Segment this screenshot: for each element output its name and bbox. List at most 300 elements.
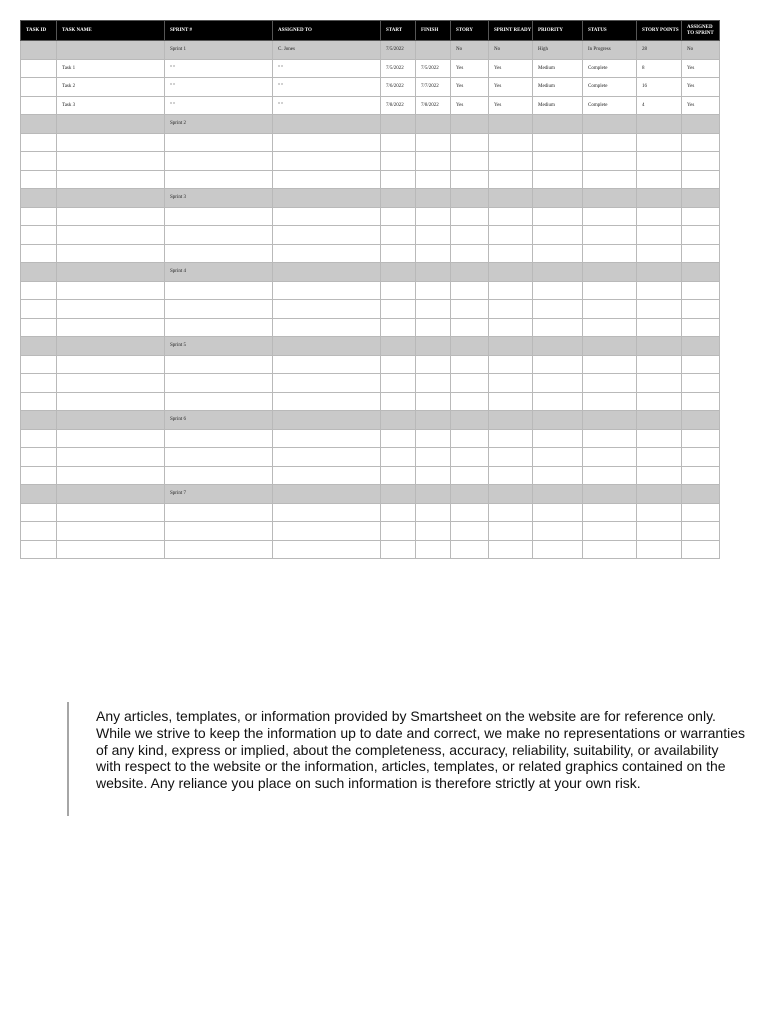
cell-story[interactable]: [451, 244, 489, 263]
cell-story[interactable]: Yes: [451, 78, 489, 97]
cell-priority[interactable]: [533, 115, 583, 134]
cell-start[interactable]: [381, 263, 416, 282]
cell-status[interactable]: [583, 540, 637, 559]
cell-task-id[interactable]: [21, 392, 57, 411]
cell-priority[interactable]: [533, 152, 583, 171]
cell-start[interactable]: [381, 337, 416, 356]
cell-priority[interactable]: [533, 448, 583, 467]
cell-assigned-to-sprint[interactable]: Yes: [682, 96, 720, 115]
cell-assigned-to[interactable]: C. Jones: [273, 41, 381, 60]
cell-assigned-to[interactable]: " ": [273, 96, 381, 115]
cell-finish[interactable]: [416, 244, 451, 263]
cell-story-points[interactable]: [637, 337, 682, 356]
cell-assigned-to-sprint[interactable]: No: [682, 41, 720, 60]
cell-assigned-to[interactable]: [273, 355, 381, 374]
cell-story[interactable]: No: [451, 41, 489, 60]
cell-priority[interactable]: [533, 503, 583, 522]
cell-priority[interactable]: [533, 189, 583, 208]
cell-finish[interactable]: [416, 466, 451, 485]
cell-priority[interactable]: [533, 374, 583, 393]
cell-sprint-ready[interactable]: [489, 374, 533, 393]
cell-task-id[interactable]: [21, 189, 57, 208]
cell-assigned-to[interactable]: [273, 429, 381, 448]
cell-status[interactable]: [583, 503, 637, 522]
cell-task-name[interactable]: [57, 540, 165, 559]
cell-priority[interactable]: [533, 281, 583, 300]
cell-status[interactable]: [583, 466, 637, 485]
cell-assigned-to[interactable]: [273, 189, 381, 208]
cell-task-name[interactable]: [57, 337, 165, 356]
cell-status[interactable]: Complete: [583, 78, 637, 97]
cell-task-id[interactable]: [21, 133, 57, 152]
cell-task-name[interactable]: [57, 466, 165, 485]
cell-sprint-number[interactable]: [165, 133, 273, 152]
cell-priority[interactable]: [533, 170, 583, 189]
cell-assigned-to-sprint[interactable]: [682, 263, 720, 282]
cell-start[interactable]: [381, 466, 416, 485]
cell-status[interactable]: [583, 115, 637, 134]
cell-sprint-number[interactable]: [165, 152, 273, 171]
cell-story-points[interactable]: [637, 522, 682, 541]
cell-start[interactable]: [381, 133, 416, 152]
cell-priority[interactable]: [533, 355, 583, 374]
cell-sprint-number[interactable]: Sprint 4: [165, 263, 273, 282]
cell-sprint-ready[interactable]: [489, 503, 533, 522]
cell-assigned-to-sprint[interactable]: [682, 152, 720, 171]
cell-task-name[interactable]: [57, 189, 165, 208]
cell-task-id[interactable]: [21, 411, 57, 430]
cell-sprint-ready[interactable]: Yes: [489, 78, 533, 97]
cell-sprint-number[interactable]: [165, 244, 273, 263]
cell-sprint-ready[interactable]: [489, 392, 533, 411]
cell-assigned-to[interactable]: [273, 281, 381, 300]
cell-priority[interactable]: Medium: [533, 96, 583, 115]
cell-status[interactable]: [583, 411, 637, 430]
cell-task-name[interactable]: [57, 263, 165, 282]
cell-sprint-ready[interactable]: [489, 115, 533, 134]
cell-assigned-to-sprint[interactable]: [682, 244, 720, 263]
cell-finish[interactable]: [416, 300, 451, 319]
cell-task-id[interactable]: [21, 115, 57, 134]
cell-story-points[interactable]: [637, 189, 682, 208]
cell-priority[interactable]: Medium: [533, 59, 583, 78]
cell-finish[interactable]: [416, 41, 451, 60]
cell-status[interactable]: In Progress: [583, 41, 637, 60]
cell-task-name[interactable]: [57, 429, 165, 448]
cell-story[interactable]: [451, 189, 489, 208]
cell-story-points[interactable]: [637, 466, 682, 485]
cell-assigned-to-sprint[interactable]: [682, 281, 720, 300]
cell-finish[interactable]: [416, 337, 451, 356]
cell-finish[interactable]: [416, 522, 451, 541]
cell-story-points[interactable]: [637, 540, 682, 559]
cell-story[interactable]: [451, 133, 489, 152]
cell-task-name[interactable]: [57, 411, 165, 430]
cell-assigned-to[interactable]: [273, 300, 381, 319]
cell-priority[interactable]: [533, 392, 583, 411]
cell-priority[interactable]: High: [533, 41, 583, 60]
cell-start[interactable]: [381, 115, 416, 134]
cell-priority[interactable]: [533, 263, 583, 282]
cell-priority[interactable]: [533, 337, 583, 356]
cell-story[interactable]: [451, 281, 489, 300]
cell-task-name[interactable]: [57, 170, 165, 189]
cell-assigned-to[interactable]: [273, 540, 381, 559]
cell-assigned-to-sprint[interactable]: [682, 374, 720, 393]
cell-priority[interactable]: [533, 244, 583, 263]
cell-finish[interactable]: [416, 170, 451, 189]
cell-task-id[interactable]: [21, 337, 57, 356]
cell-status[interactable]: [583, 355, 637, 374]
cell-story-points[interactable]: 28: [637, 41, 682, 60]
cell-priority[interactable]: [533, 226, 583, 245]
cell-story[interactable]: [451, 466, 489, 485]
cell-sprint-number[interactable]: [165, 281, 273, 300]
cell-story[interactable]: [451, 355, 489, 374]
cell-sprint-ready[interactable]: [489, 429, 533, 448]
cell-start[interactable]: 7/5/2022: [381, 59, 416, 78]
cell-sprint-ready[interactable]: [489, 300, 533, 319]
cell-start[interactable]: 7/6/2022: [381, 78, 416, 97]
cell-assigned-to[interactable]: [273, 448, 381, 467]
cell-assigned-to-sprint[interactable]: [682, 485, 720, 504]
cell-priority[interactable]: [533, 540, 583, 559]
cell-story[interactable]: [451, 429, 489, 448]
cell-story[interactable]: [451, 448, 489, 467]
cell-assigned-to-sprint[interactable]: [682, 503, 720, 522]
cell-story-points[interactable]: 16: [637, 78, 682, 97]
cell-assigned-to-sprint[interactable]: [682, 466, 720, 485]
cell-assigned-to[interactable]: [273, 244, 381, 263]
cell-finish[interactable]: [416, 411, 451, 430]
cell-story[interactable]: [451, 207, 489, 226]
cell-start[interactable]: [381, 374, 416, 393]
cell-sprint-number[interactable]: Sprint 7: [165, 485, 273, 504]
cell-task-name[interactable]: [57, 448, 165, 467]
cell-sprint-ready[interactable]: [489, 448, 533, 467]
cell-assigned-to-sprint[interactable]: [682, 522, 720, 541]
cell-sprint-number[interactable]: [165, 540, 273, 559]
cell-task-name[interactable]: [57, 355, 165, 374]
cell-story-points[interactable]: [637, 281, 682, 300]
cell-sprint-number[interactable]: Sprint 6: [165, 411, 273, 430]
cell-sprint-ready[interactable]: [489, 485, 533, 504]
cell-status[interactable]: [583, 207, 637, 226]
cell-story-points[interactable]: [637, 411, 682, 430]
cell-sprint-number[interactable]: [165, 448, 273, 467]
cell-assigned-to-sprint[interactable]: [682, 115, 720, 134]
cell-assigned-to[interactable]: [273, 152, 381, 171]
cell-task-name[interactable]: [57, 318, 165, 337]
cell-status[interactable]: [583, 152, 637, 171]
cell-status[interactable]: [583, 374, 637, 393]
cell-priority[interactable]: Medium: [533, 78, 583, 97]
cell-story[interactable]: [451, 226, 489, 245]
cell-sprint-number[interactable]: Sprint 3: [165, 189, 273, 208]
cell-start[interactable]: [381, 244, 416, 263]
cell-assigned-to-sprint[interactable]: [682, 429, 720, 448]
cell-priority[interactable]: [533, 411, 583, 430]
cell-start[interactable]: [381, 355, 416, 374]
cell-story-points[interactable]: [637, 503, 682, 522]
cell-assigned-to[interactable]: [273, 411, 381, 430]
cell-task-id[interactable]: [21, 522, 57, 541]
cell-story-points[interactable]: [637, 133, 682, 152]
cell-start[interactable]: [381, 503, 416, 522]
cell-status[interactable]: [583, 263, 637, 282]
cell-assigned-to[interactable]: [273, 337, 381, 356]
cell-assigned-to-sprint[interactable]: [682, 300, 720, 319]
cell-status[interactable]: [583, 448, 637, 467]
cell-priority[interactable]: [533, 318, 583, 337]
cell-finish[interactable]: [416, 392, 451, 411]
cell-sprint-number[interactable]: [165, 207, 273, 226]
cell-assigned-to[interactable]: " ": [273, 78, 381, 97]
cell-sprint-ready[interactable]: [489, 244, 533, 263]
cell-task-id[interactable]: [21, 244, 57, 263]
cell-sprint-ready[interactable]: [489, 411, 533, 430]
cell-story-points[interactable]: [637, 429, 682, 448]
cell-finish[interactable]: [416, 281, 451, 300]
cell-sprint-number[interactable]: Sprint 5: [165, 337, 273, 356]
cell-sprint-ready[interactable]: [489, 133, 533, 152]
cell-task-id[interactable]: [21, 466, 57, 485]
cell-task-id[interactable]: [21, 540, 57, 559]
cell-task-name[interactable]: [57, 392, 165, 411]
cell-start[interactable]: [381, 226, 416, 245]
cell-start[interactable]: 7/8/2022: [381, 96, 416, 115]
cell-story[interactable]: [451, 374, 489, 393]
cell-start[interactable]: [381, 170, 416, 189]
cell-task-name[interactable]: [57, 503, 165, 522]
cell-story-points[interactable]: 4: [637, 96, 682, 115]
cell-status[interactable]: [583, 522, 637, 541]
cell-sprint-ready[interactable]: [489, 318, 533, 337]
cell-sprint-ready[interactable]: [489, 540, 533, 559]
cell-sprint-number[interactable]: Sprint 1: [165, 41, 273, 60]
cell-finish[interactable]: [416, 503, 451, 522]
cell-assigned-to[interactable]: [273, 503, 381, 522]
cell-sprint-ready[interactable]: [489, 226, 533, 245]
cell-finish[interactable]: [416, 318, 451, 337]
cell-sprint-ready[interactable]: [489, 152, 533, 171]
cell-story-points[interactable]: [637, 300, 682, 319]
cell-finish[interactable]: [416, 355, 451, 374]
cell-finish[interactable]: [416, 226, 451, 245]
cell-story[interactable]: [451, 115, 489, 134]
cell-story-points[interactable]: [637, 244, 682, 263]
cell-status[interactable]: [583, 392, 637, 411]
cell-status[interactable]: [583, 226, 637, 245]
cell-assigned-to-sprint[interactable]: Yes: [682, 78, 720, 97]
cell-sprint-number[interactable]: [165, 355, 273, 374]
cell-task-name[interactable]: [57, 152, 165, 171]
cell-story-points[interactable]: [637, 355, 682, 374]
cell-priority[interactable]: [533, 133, 583, 152]
cell-task-name[interactable]: [57, 300, 165, 319]
cell-sprint-number[interactable]: [165, 392, 273, 411]
cell-start[interactable]: [381, 300, 416, 319]
cell-story-points[interactable]: [637, 207, 682, 226]
cell-finish[interactable]: [416, 152, 451, 171]
cell-finish[interactable]: [416, 429, 451, 448]
cell-status[interactable]: [583, 281, 637, 300]
cell-start[interactable]: [381, 485, 416, 504]
cell-story-points[interactable]: [637, 374, 682, 393]
cell-story[interactable]: [451, 392, 489, 411]
cell-status[interactable]: [583, 300, 637, 319]
cell-story[interactable]: [451, 300, 489, 319]
cell-finish[interactable]: [416, 115, 451, 134]
cell-story-points[interactable]: [637, 485, 682, 504]
cell-sprint-ready[interactable]: [489, 263, 533, 282]
cell-finish[interactable]: [416, 374, 451, 393]
cell-story-points[interactable]: [637, 152, 682, 171]
cell-start[interactable]: [381, 540, 416, 559]
cell-story-points[interactable]: [637, 170, 682, 189]
cell-task-name[interactable]: [57, 207, 165, 226]
cell-task-id[interactable]: [21, 152, 57, 171]
cell-story-points[interactable]: [637, 263, 682, 282]
cell-sprint-ready[interactable]: [489, 281, 533, 300]
cell-sprint-ready[interactable]: No: [489, 41, 533, 60]
cell-start[interactable]: [381, 189, 416, 208]
cell-story[interactable]: [451, 318, 489, 337]
cell-story-points[interactable]: [637, 392, 682, 411]
cell-status[interactable]: [583, 170, 637, 189]
cell-task-id[interactable]: [21, 78, 57, 97]
cell-status[interactable]: [583, 244, 637, 263]
cell-assigned-to-sprint[interactable]: [682, 392, 720, 411]
cell-assigned-to-sprint[interactable]: [682, 226, 720, 245]
cell-task-name[interactable]: [57, 244, 165, 263]
cell-sprint-number[interactable]: " ": [165, 96, 273, 115]
cell-story[interactable]: [451, 540, 489, 559]
cell-finish[interactable]: 7/8/2022: [416, 96, 451, 115]
cell-task-name[interactable]: [57, 281, 165, 300]
cell-story[interactable]: [451, 522, 489, 541]
cell-sprint-ready[interactable]: Yes: [489, 96, 533, 115]
cell-assigned-to-sprint[interactable]: [682, 540, 720, 559]
cell-sprint-number[interactable]: " ": [165, 59, 273, 78]
cell-sprint-number[interactable]: [165, 466, 273, 485]
cell-start[interactable]: [381, 152, 416, 171]
cell-status[interactable]: [583, 485, 637, 504]
cell-story-points[interactable]: 8: [637, 59, 682, 78]
cell-assigned-to-sprint[interactable]: [682, 170, 720, 189]
cell-task-id[interactable]: [21, 281, 57, 300]
cell-task-name[interactable]: [57, 115, 165, 134]
cell-task-name[interactable]: Task 3: [57, 96, 165, 115]
cell-sprint-ready[interactable]: [489, 355, 533, 374]
cell-story[interactable]: Yes: [451, 59, 489, 78]
cell-start[interactable]: [381, 522, 416, 541]
cell-story-points[interactable]: [637, 318, 682, 337]
cell-story[interactable]: [451, 337, 489, 356]
cell-task-name[interactable]: [57, 133, 165, 152]
cell-assigned-to[interactable]: [273, 392, 381, 411]
cell-assigned-to[interactable]: [273, 522, 381, 541]
cell-sprint-number[interactable]: Sprint 2: [165, 115, 273, 134]
cell-task-name[interactable]: [57, 226, 165, 245]
cell-task-id[interactable]: [21, 355, 57, 374]
cell-assigned-to-sprint[interactable]: [682, 207, 720, 226]
cell-finish[interactable]: [416, 189, 451, 208]
cell-story[interactable]: [451, 411, 489, 430]
cell-sprint-ready[interactable]: [489, 189, 533, 208]
cell-task-id[interactable]: [21, 96, 57, 115]
cell-sprint-number[interactable]: [165, 503, 273, 522]
cell-assigned-to[interactable]: [273, 485, 381, 504]
cell-story[interactable]: Yes: [451, 96, 489, 115]
cell-assigned-to[interactable]: [273, 170, 381, 189]
cell-task-id[interactable]: [21, 429, 57, 448]
cell-task-id[interactable]: [21, 485, 57, 504]
cell-task-name[interactable]: [57, 41, 165, 60]
cell-sprint-number[interactable]: " ": [165, 78, 273, 97]
cell-task-id[interactable]: [21, 448, 57, 467]
cell-start[interactable]: [381, 318, 416, 337]
cell-sprint-ready[interactable]: [489, 170, 533, 189]
cell-assigned-to[interactable]: [273, 374, 381, 393]
cell-status[interactable]: [583, 189, 637, 208]
cell-priority[interactable]: [533, 485, 583, 504]
cell-finish[interactable]: [416, 263, 451, 282]
cell-sprint-number[interactable]: [165, 522, 273, 541]
cell-task-id[interactable]: [21, 318, 57, 337]
cell-assigned-to[interactable]: [273, 263, 381, 282]
cell-story[interactable]: [451, 170, 489, 189]
cell-task-id[interactable]: [21, 41, 57, 60]
cell-task-name[interactable]: [57, 522, 165, 541]
cell-assigned-to-sprint[interactable]: [682, 337, 720, 356]
cell-start[interactable]: [381, 411, 416, 430]
cell-assigned-to-sprint[interactable]: [682, 189, 720, 208]
cell-start[interactable]: [381, 392, 416, 411]
cell-assigned-to[interactable]: [273, 466, 381, 485]
cell-story[interactable]: [451, 503, 489, 522]
cell-story[interactable]: [451, 152, 489, 171]
cell-finish[interactable]: [416, 133, 451, 152]
cell-assigned-to-sprint[interactable]: Yes: [682, 59, 720, 78]
cell-start[interactable]: [381, 207, 416, 226]
cell-task-id[interactable]: [21, 170, 57, 189]
cell-sprint-number[interactable]: [165, 170, 273, 189]
cell-status[interactable]: Complete: [583, 96, 637, 115]
cell-task-name[interactable]: Task 2: [57, 78, 165, 97]
cell-start[interactable]: [381, 429, 416, 448]
cell-task-name[interactable]: [57, 374, 165, 393]
cell-start[interactable]: 7/5/2022: [381, 41, 416, 60]
cell-status[interactable]: [583, 318, 637, 337]
cell-story-points[interactable]: [637, 115, 682, 134]
cell-assigned-to-sprint[interactable]: [682, 355, 720, 374]
cell-status[interactable]: [583, 429, 637, 448]
cell-finish[interactable]: 7/7/2022: [416, 78, 451, 97]
cell-start[interactable]: [381, 281, 416, 300]
cell-assigned-to-sprint[interactable]: [682, 133, 720, 152]
cell-task-id[interactable]: [21, 503, 57, 522]
cell-priority[interactable]: [533, 429, 583, 448]
cell-assigned-to[interactable]: [273, 133, 381, 152]
cell-assigned-to[interactable]: " ": [273, 59, 381, 78]
cell-task-id[interactable]: [21, 59, 57, 78]
cell-start[interactable]: [381, 448, 416, 467]
cell-story[interactable]: [451, 485, 489, 504]
cell-assigned-to-sprint[interactable]: [682, 318, 720, 337]
cell-finish[interactable]: [416, 448, 451, 467]
cell-sprint-number[interactable]: [165, 429, 273, 448]
